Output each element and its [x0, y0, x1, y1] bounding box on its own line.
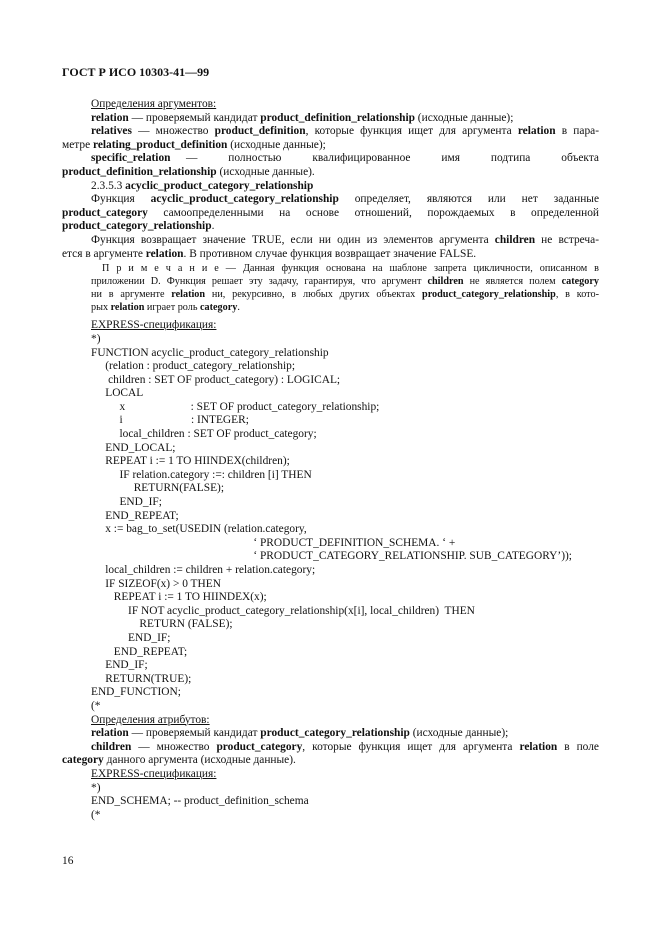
express-code-block-1 — [62, 333, 599, 714]
code-line: (* — [91, 699, 101, 712]
code-line: (* — [91, 808, 101, 821]
code-line: (relation : product_category_relationship; — [91, 360, 296, 373]
attr-relation: relation — проверяемый кандидат product_category_relationship (исходные данные); — [91, 727, 509, 740]
page-number: 16 — [62, 855, 74, 867]
code-line: REPEAT i := 1 TO HIINDEX(children); — [91, 455, 290, 468]
code-line: local_children := children + relation.category; — [91, 564, 316, 576]
document-header: ГОСТ Р ИСО 10303-41—99 — [62, 65, 210, 79]
note-line-2: приложении D. Функция решает эту задачу, гарантируя, что аргумент children не является полем category — [91, 275, 599, 287]
code-line: END_IF; — [91, 496, 162, 509]
code-line: RETURN(FALSE); — [91, 482, 224, 495]
code-line: x := bag_to_set(USEDIN (relation.category, — [91, 523, 307, 536]
code-line: IF relation.category :=: children [i] THEN — [91, 468, 312, 481]
code-line: IF NOT acyclic_product_category_relationship(x[i], local_children) THEN — [91, 604, 475, 617]
code-line: END_IF; — [91, 631, 171, 644]
code-line: RETURN (FALSE); — [91, 618, 233, 631]
code-line: x : SET OF product_category_relationship; — [91, 400, 380, 413]
code-line: END_IF; — [91, 659, 148, 672]
attr-children: children — множество product_category, которые функция ищет для аргумента relation в поле — [91, 740, 599, 753]
express-heading-1: EXPRESS-спецификация: — [91, 319, 217, 332]
section-para1-l2: product_category самоопределенными на основе отношений, порождаемых в определенной — [62, 206, 599, 219]
code-line: RETURN(TRUE); — [91, 672, 192, 685]
note-line-3: ни в аргументе relation ни, рекурсивно, в любых других объектах product_category_relationship, в кото- — [91, 288, 599, 300]
code-line: children : SET OF product_category) : LOGICAL; — [91, 373, 341, 386]
attr-children-cont: category данного аргумента (исходные данные). — [62, 754, 296, 767]
args-definitions-heading: Определения аргументов: — [91, 98, 217, 110]
code-line: *) — [91, 781, 101, 794]
section-para1-l3: product_category_relationship. — [62, 220, 215, 233]
express-code-block-2 — [62, 782, 599, 823]
code-line: IF SIZEOF(x) > 0 THEN — [91, 577, 221, 590]
code-line: FUNCTION acyclic_product_category_relationship — [91, 346, 329, 359]
def-relatives: relatives — множество product_definition, которые функция ищет для аргумента relation в пара- — [91, 125, 599, 138]
section-para2-l2: ется в аргументе relation. В противном случае функция возвращает значение FALSE. — [62, 247, 477, 260]
def-specific-relation-cont: product_definition_relationship (исходные данные). — [62, 165, 315, 178]
code-line: END_FUNCTION; — [91, 686, 181, 699]
code-line: END_SCHEMA; -- product_definition_schema — [91, 795, 309, 808]
section-para2-l1: Функция возвращает значение TRUE, если ни один из элементов аргумента children не встреча- — [91, 233, 599, 246]
section-para1-l1: Функция acyclic_product_category_relationship определяет, являются или нет заданные — [91, 193, 600, 206]
def-relatives-cont: метре relating_product_definition (исходные данные); — [62, 138, 326, 151]
code-line: END_REPEAT; — [91, 645, 188, 658]
note-block — [62, 263, 599, 314]
attrs-definitions-heading: Определения атрибутов: — [91, 713, 210, 726]
page-body — [62, 98, 599, 822]
note-line-4: рых relation играет роль category. — [91, 301, 240, 313]
code-line: ‘ PRODUCT_DEFINITION_SCHEMA. ‘ + — [91, 536, 456, 549]
code-line: i : INTEGER; — [91, 414, 249, 427]
code-line: END_REPEAT; — [91, 509, 179, 522]
note-line-1: П р и м е ч а н и е — Данная функция основана на шаблоне запрета цикличности, описанном в — [102, 263, 599, 275]
express-heading-2: EXPRESS-спецификация: — [91, 767, 217, 780]
code-line: LOCAL — [91, 387, 144, 400]
code-line: local_children : SET OF product_category; — [91, 428, 317, 441]
code-line: *) — [91, 332, 101, 345]
section-heading: 2.3.5.3 acyclic_product_category_relationship — [91, 179, 314, 192]
code-line: ‘ PRODUCT_CATEGORY_RELATIONSHIP. SUB_CATEGORY’)); — [91, 550, 572, 563]
code-line: REPEAT i := 1 TO HIINDEX(x); — [91, 591, 267, 604]
def-specific-relation: specific_relation — полностью квалифицированное имя подтипа объекта — [91, 152, 599, 165]
def-relation: relation — проверяемый кандидат product_definition_relationship (исходные данные); — [91, 111, 514, 124]
code-line: END_LOCAL; — [91, 441, 176, 454]
